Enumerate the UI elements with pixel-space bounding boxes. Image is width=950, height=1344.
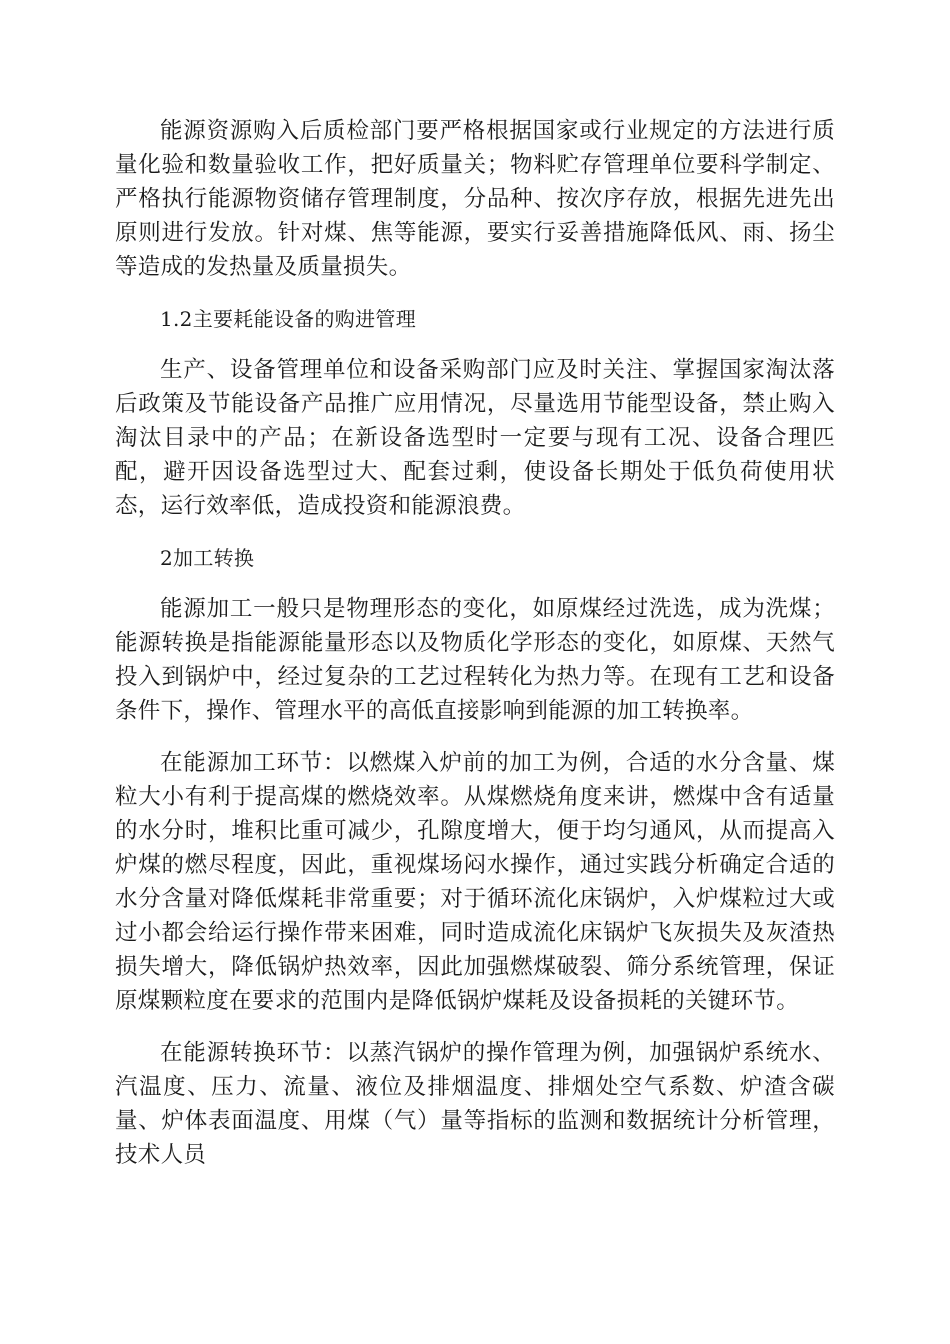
paragraph-energy-quality-inspection: 能源资源购入后质检部门要严格根据国家或行业规定的方法进行质量化验和数量验收工作，把好质量关；物料贮存管理单位要科学制定、严格执行能源物资储存管理制度，分品种、按次序存放，根据先进先出原则进行发放。针对煤、焦等能源，要实行妥善措施降低风、雨、扬尘等造成的发热量及质量损失。 — [115, 118, 835, 280]
paragraph-equipment-procurement: 生产、设备管理单位和设备采购部门应及时关注、掌握国家淘汰落后政策及节能设备产品推广应用情况，尽量选用节能型设备，禁止购入淘汰目录中的产品；在新设备选型时一定要与现有工况、设备合理匹配，避开因设备选型过大、配套过剩，使设备长期处于低负荷使用状态，运行效率低，造成投资和能源浪费。 — [115, 357, 835, 519]
paragraph-processing-conversion: 能源加工一般只是物理形态的变化，如原煤经过洗选，成为洗煤；能源转换是指能源能量形态以及物质化学形态的变化，如原煤、天然气投入到锅炉中，经过复杂的工艺过程转化为热力等。在现有工艺和设备条件下，操作、管理水平的高低直接影响到能源的加工转换率。 — [115, 596, 835, 724]
paragraph-boiler-management: 在能源转换环节：以蒸汽锅炉的操作管理为例，加强锅炉系统水、汽温度、压力、流量、液位及排烟温度、排烟处空气系数、炉渣含碳量、炉体表面温度、用煤（气）量等指标的监测和数据统计分析管理，技术人员 — [115, 1040, 835, 1168]
section-heading-1-2: 1.2主要耗能设备的购进管理 — [160, 307, 417, 331]
paragraph-coal-processing: 在能源加工环节：以燃煤入炉前的加工为例，合适的水分含量、煤粒大小有利于提高煤的燃烧效率。从煤燃烧角度来讲，燃煤中含有适量的水分时，堆积比重可减少，孔隙度增大，便于均匀通风，从而提高入炉煤的燃尽程度，因此，重视煤场闷水操作，通过实践分析确定合适的水分含量对降低煤耗非常重要；对于循环流化床锅炉，入炉煤粒过大或过小都会给运行操作带来困难，同时造成流化床锅炉飞灰损失及灰渣热损失增大，降低锅炉热效率，因此加强燃煤破裂、筛分系统管理，保证原煤颗粒度在要求的范围内是降低锅炉煤耗及设备损耗的关键环节。 — [115, 750, 835, 1014]
document-body — [115, 114, 835, 1190]
section-heading-2: 2加工转换 — [160, 546, 255, 570]
